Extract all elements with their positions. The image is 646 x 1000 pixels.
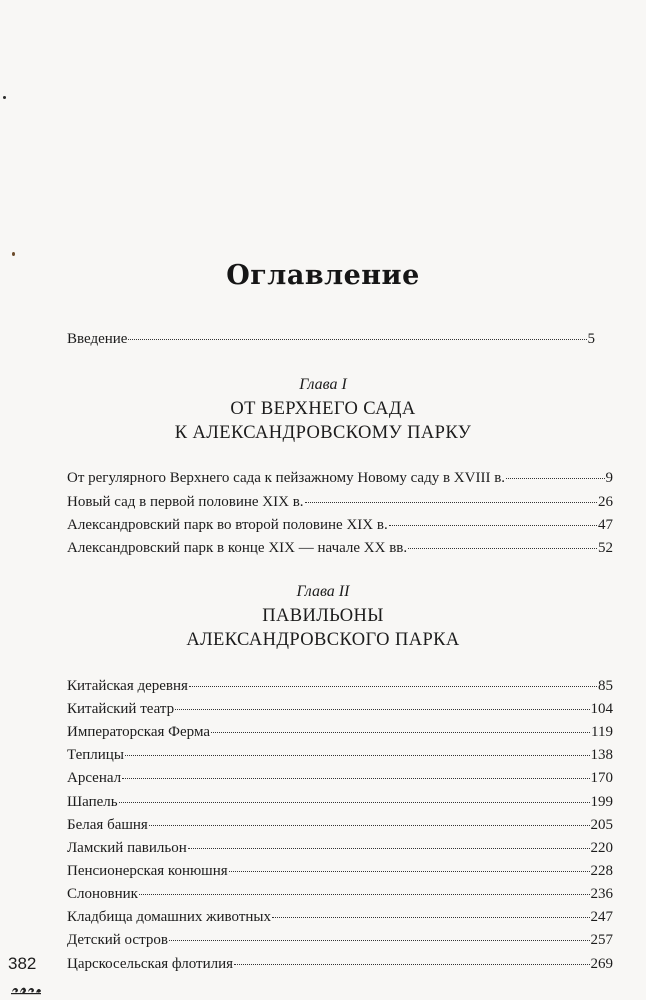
toc-entry-page: 104	[590, 701, 613, 717]
toc-entry	[67, 839, 613, 857]
dot-leader	[139, 894, 590, 895]
toc-entry	[67, 469, 613, 487]
dot-leader	[408, 548, 597, 549]
toc-entry-page: 236	[590, 886, 613, 902]
chapter-1-label: Глава I	[299, 376, 347, 393]
dot-leader	[229, 871, 590, 872]
toc-entry	[67, 955, 613, 973]
toc-entry-page: 5	[587, 331, 595, 347]
dot-leader	[125, 755, 590, 756]
toc-entry	[67, 793, 613, 811]
toc-entry-title: Александровский парк в конце XIX — начале XX вв.	[67, 540, 408, 556]
toc-entry-page: 199	[590, 794, 613, 810]
toc-entry-title: Пенсионерская конюшня	[67, 863, 228, 879]
toc-entry	[67, 862, 613, 880]
chapter-2-label: Глава II	[296, 583, 350, 600]
toc-entry-page: 119	[591, 724, 613, 740]
toc-entry	[67, 493, 613, 511]
chapter-1-title-line1: ОТ ВЕРХНЕГО САДА	[230, 399, 416, 419]
toc-entry-title: Кладбища домашних животных	[67, 909, 271, 925]
toc-entry	[67, 677, 613, 695]
page-title: Оглавление	[226, 260, 420, 291]
toc-entry-page: 257	[590, 932, 613, 948]
toc-entry	[67, 700, 613, 718]
chapter-1-title-line2: К АЛЕКСАНДРОВСКОМУ ПАРКУ	[174, 423, 472, 443]
toc-entry-page: 26	[598, 494, 613, 510]
chapter-2-title-line1: ПАВИЛЬОНЫ	[262, 606, 384, 626]
toc-entry-page: 220	[590, 840, 613, 856]
dot-leader	[119, 802, 590, 803]
dot-leader	[272, 917, 590, 918]
toc-entry-title: Введение	[67, 331, 128, 347]
toc-entry-title: От регулярного Верхнего сада к пейзажному Новому саду в XVIII в.	[67, 470, 506, 486]
dot-leader	[128, 339, 586, 340]
toc-entry	[67, 723, 613, 741]
dot-leader	[175, 709, 589, 710]
toc-entry	[67, 931, 613, 949]
scan-speck	[12, 252, 15, 256]
toc-entry-page: 9	[605, 470, 613, 486]
dot-leader	[305, 502, 597, 503]
dot-leader	[189, 686, 597, 687]
toc-entry-page: 269	[590, 956, 613, 972]
chapter-2-title-line2: АЛЕКСАНДРОВСКОГО ПАРКА	[186, 630, 460, 650]
toc-entry-page: 205	[590, 817, 613, 833]
toc-entry	[67, 539, 613, 557]
toc-entry-page: 47	[598, 517, 613, 533]
dot-leader	[506, 478, 604, 479]
dot-leader	[149, 825, 590, 826]
ornament-icon	[10, 984, 42, 996]
dot-leader	[234, 964, 589, 965]
toc-entry-page: 247	[590, 909, 613, 925]
toc-entry	[67, 908, 613, 926]
toc-entry	[67, 885, 613, 903]
toc-entry-page: 138	[590, 747, 613, 763]
toc-entry-title: Александровский парк во второй половине XIX в.	[67, 517, 388, 533]
toc-entry-title: Ламский павильон	[67, 840, 187, 856]
toc-entry-title: Детский остров	[67, 932, 168, 948]
toc-entry-title: Китайский театр	[67, 701, 175, 717]
dot-leader	[169, 940, 590, 941]
toc-entry-title: Новый сад в первой половине XIX в.	[67, 494, 304, 510]
toc-entry-title: Шапель	[67, 794, 118, 810]
toc-entry-title: Царскосельская флотилия	[67, 956, 234, 972]
dot-leader	[188, 848, 590, 849]
toc-entry-title: Слоновник	[67, 886, 138, 902]
toc-entry-title: Китайская деревня	[67, 678, 188, 694]
toc-entry-title: Императорская Ферма	[67, 724, 210, 740]
scan-speck	[3, 96, 6, 99]
toc-entry-page: 85	[598, 678, 613, 694]
toc-entry-title: Теплицы	[67, 747, 124, 763]
toc-entry-page: 228	[590, 863, 613, 879]
dot-leader	[211, 732, 590, 733]
toc-entry-intro	[67, 330, 595, 348]
toc-entry	[67, 516, 613, 534]
toc-entry	[67, 769, 613, 787]
toc-entry-title: Белая башня	[67, 817, 148, 833]
toc-entry-page: 52	[598, 540, 613, 556]
toc-entry-title: Арсенал	[67, 770, 122, 786]
dot-leader	[122, 778, 589, 779]
toc-entry	[67, 816, 613, 834]
toc-entry	[67, 746, 613, 764]
page-number: 382	[8, 954, 37, 973]
dot-leader	[389, 525, 597, 526]
toc-entry-page: 170	[590, 770, 613, 786]
